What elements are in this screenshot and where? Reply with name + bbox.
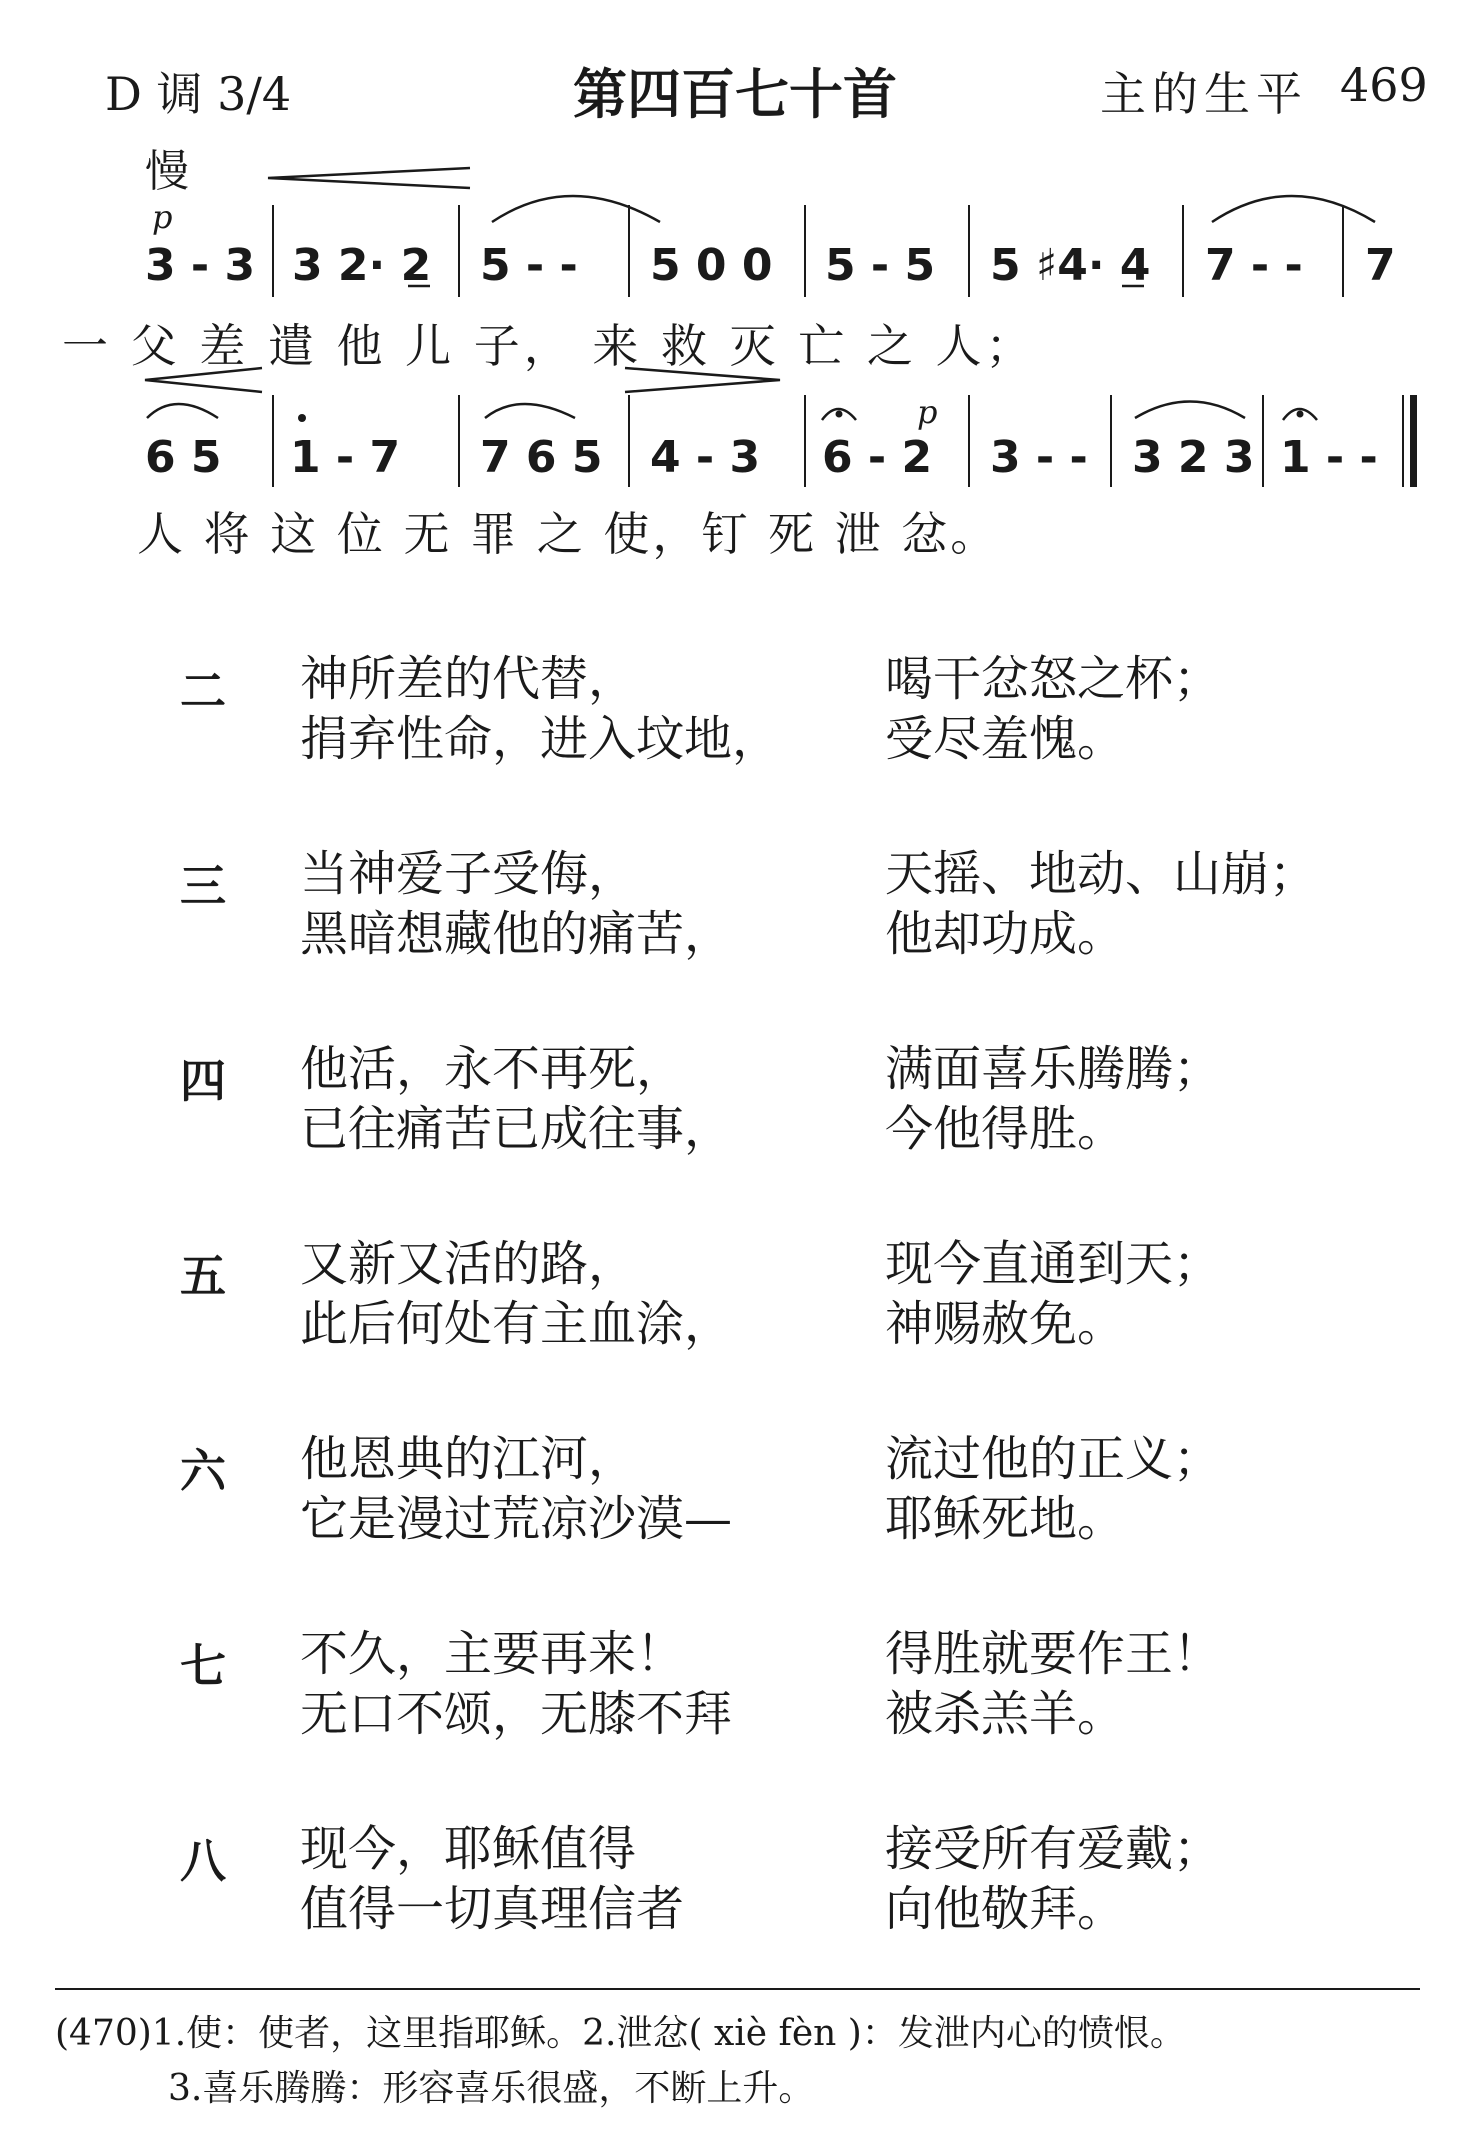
slur [1135, 402, 1245, 419]
verse-line: 捐弃性命，进入坟地， [300, 711, 781, 767]
footnote-divider [55, 1988, 1420, 1990]
lyrics-line-1: 一 父 差 遣 他 儿 子， 来 救 灭 亡 之 人； [62, 319, 1036, 373]
notation-overlay [0, 0, 1470, 620]
verse-number: 八 [180, 1834, 226, 1888]
verse-line: 天摇、地动、山崩； [885, 846, 1318, 902]
crescendo-hairpin [268, 168, 470, 188]
verse-line: 无口不颂，无膝不拜 [300, 1686, 733, 1742]
verse-line: 他却功成。 [885, 906, 1126, 962]
lyrics-line-2: 人 将 这 位 无 罪 之 使，钉 死 泄 忿。 [137, 507, 1000, 561]
dynamic-piano-2: p [917, 393, 938, 431]
measure-1: 3 - 3 [145, 240, 256, 291]
verse-line: 当神爱子受侮， [300, 846, 637, 902]
slur [492, 196, 660, 222]
hymn-category: 主的生平 [1100, 67, 1308, 121]
verse-number: 三 [180, 859, 226, 913]
verse-line: 今他得胜。 [885, 1101, 1126, 1157]
verse-line: 耶稣死地。 [885, 1491, 1126, 1547]
measure-16: 1 - - [1280, 432, 1378, 483]
verse-line: 神赐赦免。 [885, 1296, 1126, 1352]
measure-6: 5 ♯4· 4 [990, 240, 1151, 291]
verse-line: 喝干忿怒之杯； [885, 651, 1222, 707]
tempo-marking: 慢 [145, 146, 189, 197]
measure-8: 7 [1365, 240, 1396, 291]
verse-line: 他恩典的江河， [300, 1431, 637, 1487]
hymn-title: 第四百七十首 [573, 63, 897, 126]
slur [1212, 196, 1375, 222]
verse-line: 被杀羔羊。 [885, 1686, 1126, 1742]
verse-line: 神所差的代替， [300, 651, 637, 707]
fermata-dot [836, 411, 843, 418]
decrescendo-hairpin [625, 368, 780, 392]
verse-line: 黑暗想藏他的痛苦， [300, 906, 733, 962]
crescendo-hairpin-2 [145, 368, 262, 392]
footnote-line-2: 3.喜乐腾腾：形容喜乐很盛，不断上升。 [168, 2068, 815, 2109]
measure-14: 3 - - [990, 432, 1088, 483]
verse-line: 又新又活的路， [300, 1236, 637, 1292]
verse-line: 已往痛苦已成往事， [300, 1101, 733, 1157]
fermata-dot [1297, 411, 1304, 418]
verse-line: 得胜就要作王！ [885, 1626, 1222, 1682]
footnote-line-1: (470)1.使：使者，这里指耶稣。2.泄忿( xiè fèn )：发泄内心的愤恨。 [55, 2013, 1186, 2054]
verse-line: 他活，永不再死， [300, 1041, 685, 1097]
measure-7: 7 - - [1205, 240, 1303, 291]
verse-line: 不久，主要再来！ [300, 1626, 685, 1682]
verse-line: 现今直通到天； [885, 1236, 1222, 1292]
verse-number: 五 [180, 1249, 226, 1303]
slur [147, 404, 218, 418]
octave-dot [298, 414, 306, 422]
measure-4: 5 0 0 [650, 240, 773, 291]
dynamic-piano: p [152, 198, 173, 236]
verse-number: 二 [180, 664, 226, 718]
verse-line: 值得一切真理信者 [300, 1881, 685, 1937]
measure-12: 4 - 3 [650, 432, 761, 483]
measure-5: 5 - 5 [825, 240, 936, 291]
measure-10: 1 - 7 [290, 432, 401, 483]
measure-15: 3 2 3 [1132, 432, 1255, 483]
measure-11: 7 6 5 [480, 432, 603, 483]
verse-line: 接受所有爱戴； [885, 1821, 1222, 1877]
verse-line: 它是漫过荒凉沙漠— [300, 1491, 733, 1547]
slur [485, 404, 575, 418]
hymn-number: 469 [1340, 58, 1428, 112]
verse-line: 向他敬拜。 [885, 1881, 1126, 1937]
measure-3: 5 - - [480, 240, 578, 291]
verse-line: 受尽羞愧。 [885, 711, 1126, 767]
key-time-signature: D 调 3/4 [105, 67, 292, 121]
verse-number: 四 [180, 1054, 226, 1108]
measure-2: 3 2· 2 [292, 240, 432, 291]
measure-13: 6 - 2 [822, 432, 933, 483]
verse-line: 此后何处有主血涂， [300, 1296, 733, 1352]
verse-number: 七 [180, 1639, 226, 1693]
measure-9: 6 5 [145, 432, 222, 483]
verse-line: 满面喜乐腾腾； [885, 1041, 1222, 1097]
verse-number: 六 [180, 1444, 226, 1498]
verse-line: 现今，耶稣值得 [300, 1821, 637, 1877]
verse-line: 流过他的正义； [885, 1431, 1222, 1487]
